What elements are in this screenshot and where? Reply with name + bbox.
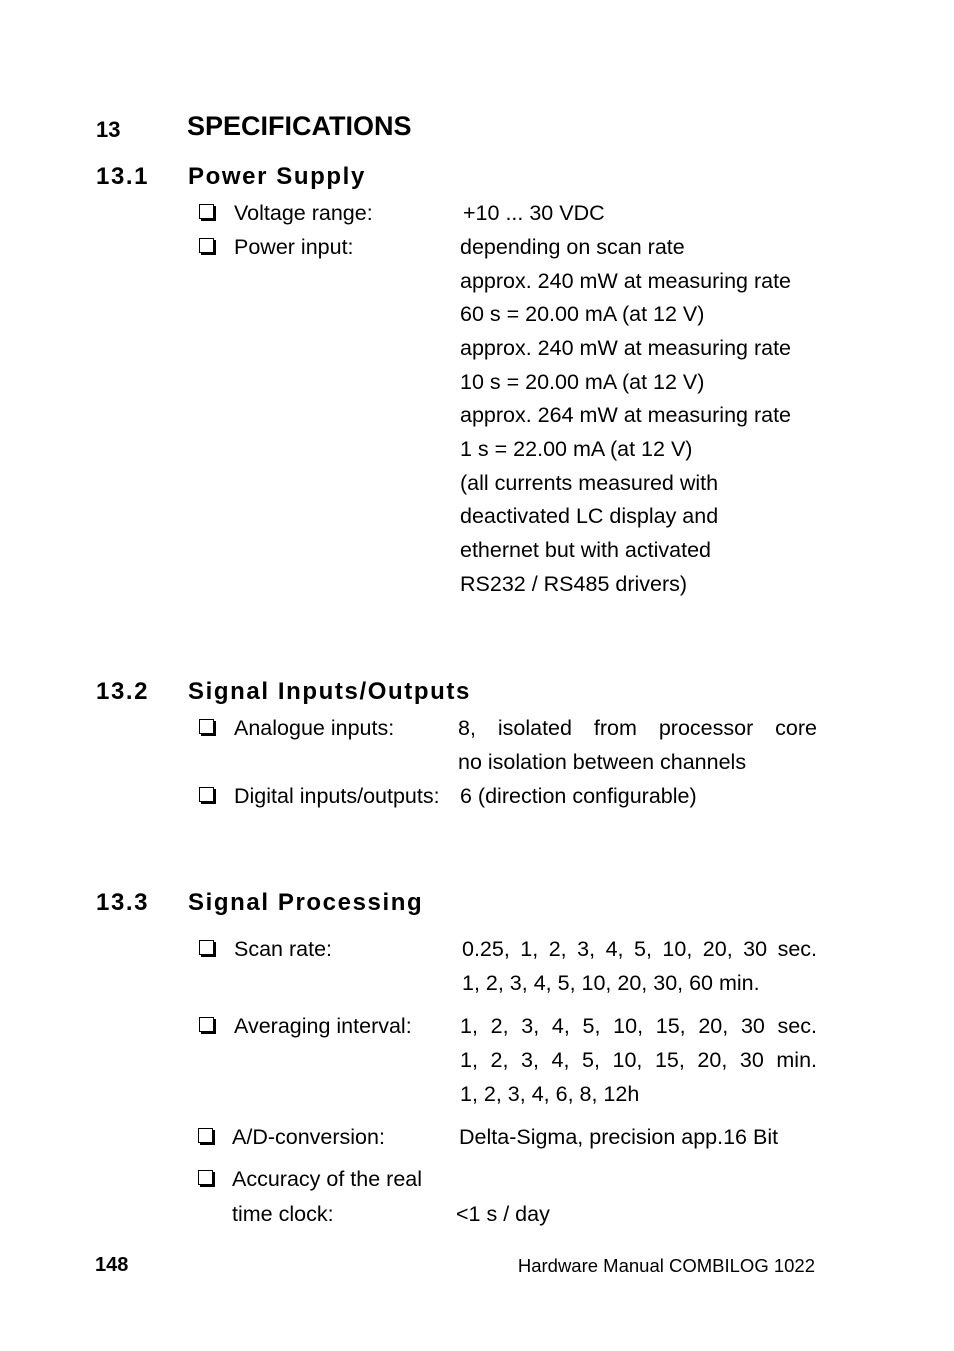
spec-label: Accuracy of the real bbox=[232, 1167, 423, 1191]
spec-label: Scan rate: bbox=[234, 937, 332, 961]
checkbox-bullet-icon bbox=[198, 1128, 213, 1143]
spec-value: approx. 264 mW at measuring rate bbox=[460, 403, 792, 427]
spec-value: Delta-Sigma, precision app.16 Bit bbox=[459, 1125, 779, 1149]
spec-value: 0.25, 1, 2, 3, 4, 5, 10, 20, 30 sec. bbox=[462, 937, 817, 961]
checkbox-bullet-icon bbox=[199, 238, 214, 253]
spec-value: 1 s = 22.00 mA (at 12 V) bbox=[460, 437, 693, 461]
checkbox-bullet-icon bbox=[199, 787, 214, 802]
spec-value: <1 s / day bbox=[456, 1202, 550, 1226]
checkbox-bullet-icon bbox=[198, 1170, 213, 1185]
checkbox-bullet-icon bbox=[199, 204, 214, 219]
spec-value: depending on scan rate bbox=[460, 235, 685, 259]
page-number: 148 bbox=[95, 1254, 129, 1276]
spec-value: 1, 2, 3, 4, 5, 10, 15, 20, 30 min. bbox=[460, 1048, 817, 1072]
spec-label-continued: time clock: bbox=[232, 1202, 334, 1226]
spec-value: 10 s = 20.00 mA (at 12 V) bbox=[460, 370, 705, 394]
section-number: 13.1 bbox=[96, 163, 150, 190]
spec-value: deactivated LC display and bbox=[460, 504, 719, 528]
checkbox-bullet-icon bbox=[199, 1017, 214, 1032]
section-number: 13.2 bbox=[96, 678, 150, 705]
spec-value: 60 s = 20.00 mA (at 12 V) bbox=[460, 302, 705, 326]
spec-value: (all currents measured with bbox=[460, 471, 719, 495]
checkbox-bullet-icon bbox=[199, 719, 214, 734]
spec-value: 8, isolated from processor core bbox=[458, 716, 817, 740]
section-title: Signal Inputs/Outputs bbox=[188, 678, 471, 705]
section-title: Power Supply bbox=[188, 163, 366, 190]
checkbox-bullet-icon bbox=[199, 940, 214, 955]
spec-value: no isolation between channels bbox=[458, 750, 747, 774]
spec-value: 1, 2, 3, 4, 5, 10, 15, 20, 30 sec. bbox=[460, 1014, 817, 1038]
spec-value: approx. 240 mW at measuring rate bbox=[460, 269, 792, 293]
section-title: Signal Processing bbox=[188, 889, 424, 916]
spec-value: 1, 2, 3, 4, 5, 10, 20, 30, 60 min. bbox=[462, 971, 760, 995]
spec-label: A/D-conversion: bbox=[232, 1125, 385, 1149]
footer-title: Hardware Manual COMBILOG 1022 bbox=[517, 1255, 815, 1276]
spec-label: Voltage range: bbox=[234, 201, 373, 225]
spec-label: Analogue inputs: bbox=[234, 716, 395, 740]
chapter-title: SPECIFICATIONS bbox=[187, 111, 412, 141]
spec-label: Averaging interval: bbox=[234, 1014, 412, 1038]
spec-value: RS232 / RS485 drivers) bbox=[460, 572, 688, 596]
spec-label: Digital inputs/outputs: bbox=[234, 784, 440, 808]
spec-value: +10 ... 30 VDC bbox=[463, 201, 605, 225]
spec-value: ethernet but with activated bbox=[460, 538, 711, 562]
spec-value: approx. 240 mW at measuring rate bbox=[460, 336, 792, 360]
spec-value: 6 (direction configurable) bbox=[460, 784, 697, 808]
spec-value: 1, 2, 3, 4, 6, 8, 12h bbox=[460, 1082, 640, 1106]
section-number: 13.3 bbox=[96, 889, 150, 916]
spec-label: Power input: bbox=[234, 235, 354, 259]
chapter-number: 13 bbox=[96, 117, 121, 142]
